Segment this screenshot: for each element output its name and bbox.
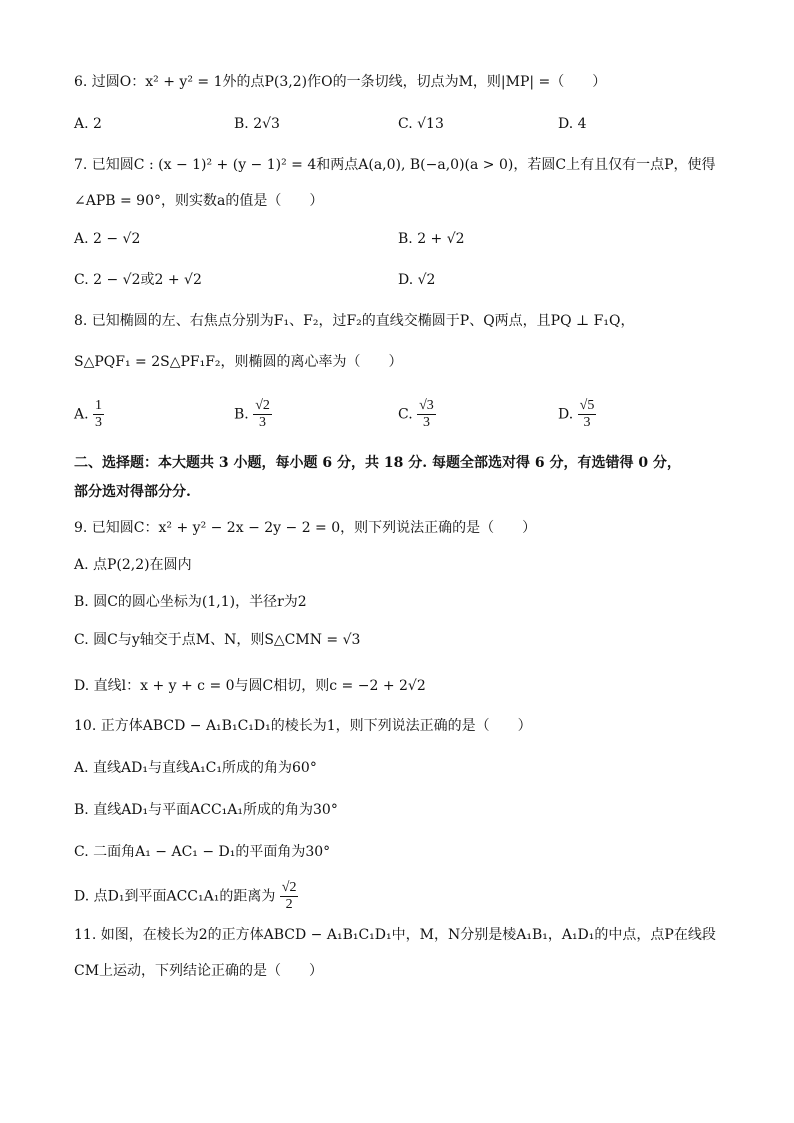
q8-option-d-label: D. — [558, 406, 574, 423]
q8-option-b-label: B. — [234, 406, 249, 423]
q7-stem-line1: 7. 已知圆C : (x − 1)² + (y − 1)² = 4和两点A(a,0), B(−a,0)(a > 0)，若圆C上有且仅有一点P，使得 — [74, 157, 716, 173]
q8-stem-line1: 8. 已知椭圆的左、右焦点分别为F₁、F₂，过F₂的直线交椭圆于P、Q两点，且PQ ⊥ F₁Q， — [74, 313, 635, 329]
fraction-numerator: √2 — [255, 398, 270, 413]
fraction-denominator: 2 — [285, 897, 293, 912]
q7-option-d: D. √2 — [398, 272, 436, 288]
fraction-numerator: 1 — [95, 398, 103, 413]
q6-option-c: C. √13 — [398, 116, 444, 132]
q8-option-c-label: C. — [398, 406, 413, 423]
fraction-denominator: 3 — [583, 415, 591, 430]
fraction-denominator: 3 — [259, 415, 267, 430]
q8-option-c — [398, 398, 436, 431]
q8-option-a-fraction — [93, 398, 104, 431]
q8-option-c-fraction — [417, 398, 436, 431]
q8-option-b — [234, 398, 272, 431]
q9-stem: 9. 已知圆C：x² + y² − 2x − 2y − 2 = 0，则下列说法正确的是（ ） — [74, 520, 537, 536]
q6-option-a: A. 2 — [74, 116, 102, 132]
q6-option-b: B. 2√3 — [234, 116, 280, 132]
q7-option-b: B. 2 + √2 — [398, 231, 465, 247]
q9-option-b: B. 圆C的圆心坐标为(1,1)，半径r为2 — [74, 594, 307, 610]
q8-stem-line2: S△PQF₁ = 2S△PF₁F₂，则椭圆的离心率为（ ） — [74, 354, 403, 370]
section-heading-line1: 二、选择题：本大题共 3 小题，每小题 6 分，共 18 分. 每题全部选对得 6 分，有选错得 0 分， — [74, 455, 681, 471]
q9-option-c: C. 圆C与y轴交于点M、N，则S△CMN = √3 — [74, 632, 361, 648]
q6-option-d: D. 4 — [558, 116, 587, 132]
fraction-denominator: 3 — [422, 415, 430, 430]
q11-stem-line2: CM上运动，下列结论正确的是（ ） — [74, 963, 324, 979]
fraction-numerator: √2 — [281, 880, 297, 895]
q8-option-d — [558, 398, 596, 431]
fraction-denominator: 3 — [95, 415, 103, 430]
q10-option-d-fraction — [280, 880, 299, 913]
q9-option-a: A. 点P(2,2)在圆内 — [74, 557, 192, 573]
q7-option-c: C. 2 − √2或2 + √2 — [74, 272, 202, 288]
q10-option-d — [74, 880, 298, 913]
q10-option-c: C. 二面角A₁ − AC₁ − D₁的平面角为30° — [74, 844, 331, 860]
q8-option-a-label: A. — [74, 406, 89, 423]
q8-option-a — [74, 398, 104, 431]
section-heading-line2: 部分选对得部分分. — [74, 484, 191, 500]
q6-stem: 6. 过圆O：x² + y² = 1外的点P(3,2)作O的一条切线，切点为M，则|MP| =（ ） — [74, 74, 607, 90]
fraction-numerator: √3 — [419, 398, 434, 413]
q7-stem-line2: ∠APB = 90°，则实数a的值是（ ） — [74, 193, 324, 209]
q9-option-d: D. 直线l：x + y + c = 0与圆C相切，则c = −2 + 2√2 — [74, 678, 426, 694]
q10-option-a: A. 直线AD₁与直线A₁C₁所成的角为60° — [74, 760, 317, 776]
q10-option-b: B. 直线AD₁与平面ACC₁A₁所成的角为30° — [74, 802, 338, 818]
q10-option-d-label: D. 点D₁到平面ACC₁A₁的距离为 — [74, 888, 276, 905]
fraction-numerator: √5 — [579, 398, 595, 413]
q8-option-d-fraction — [578, 398, 597, 431]
q7-option-a: A. 2 − √2 — [74, 231, 141, 247]
q8-option-b-fraction — [253, 398, 272, 431]
q11-stem-line1: 11. 如图，在棱长为2的正方体ABCD − A₁B₁C₁D₁中，M，N分别是棱A₁B₁，A₁D₁的中点，点P在线段 — [74, 927, 716, 943]
q10-stem: 10. 正方体ABCD − A₁B₁C₁D₁的棱长为1，则下列说法正确的是（ ） — [74, 718, 532, 734]
